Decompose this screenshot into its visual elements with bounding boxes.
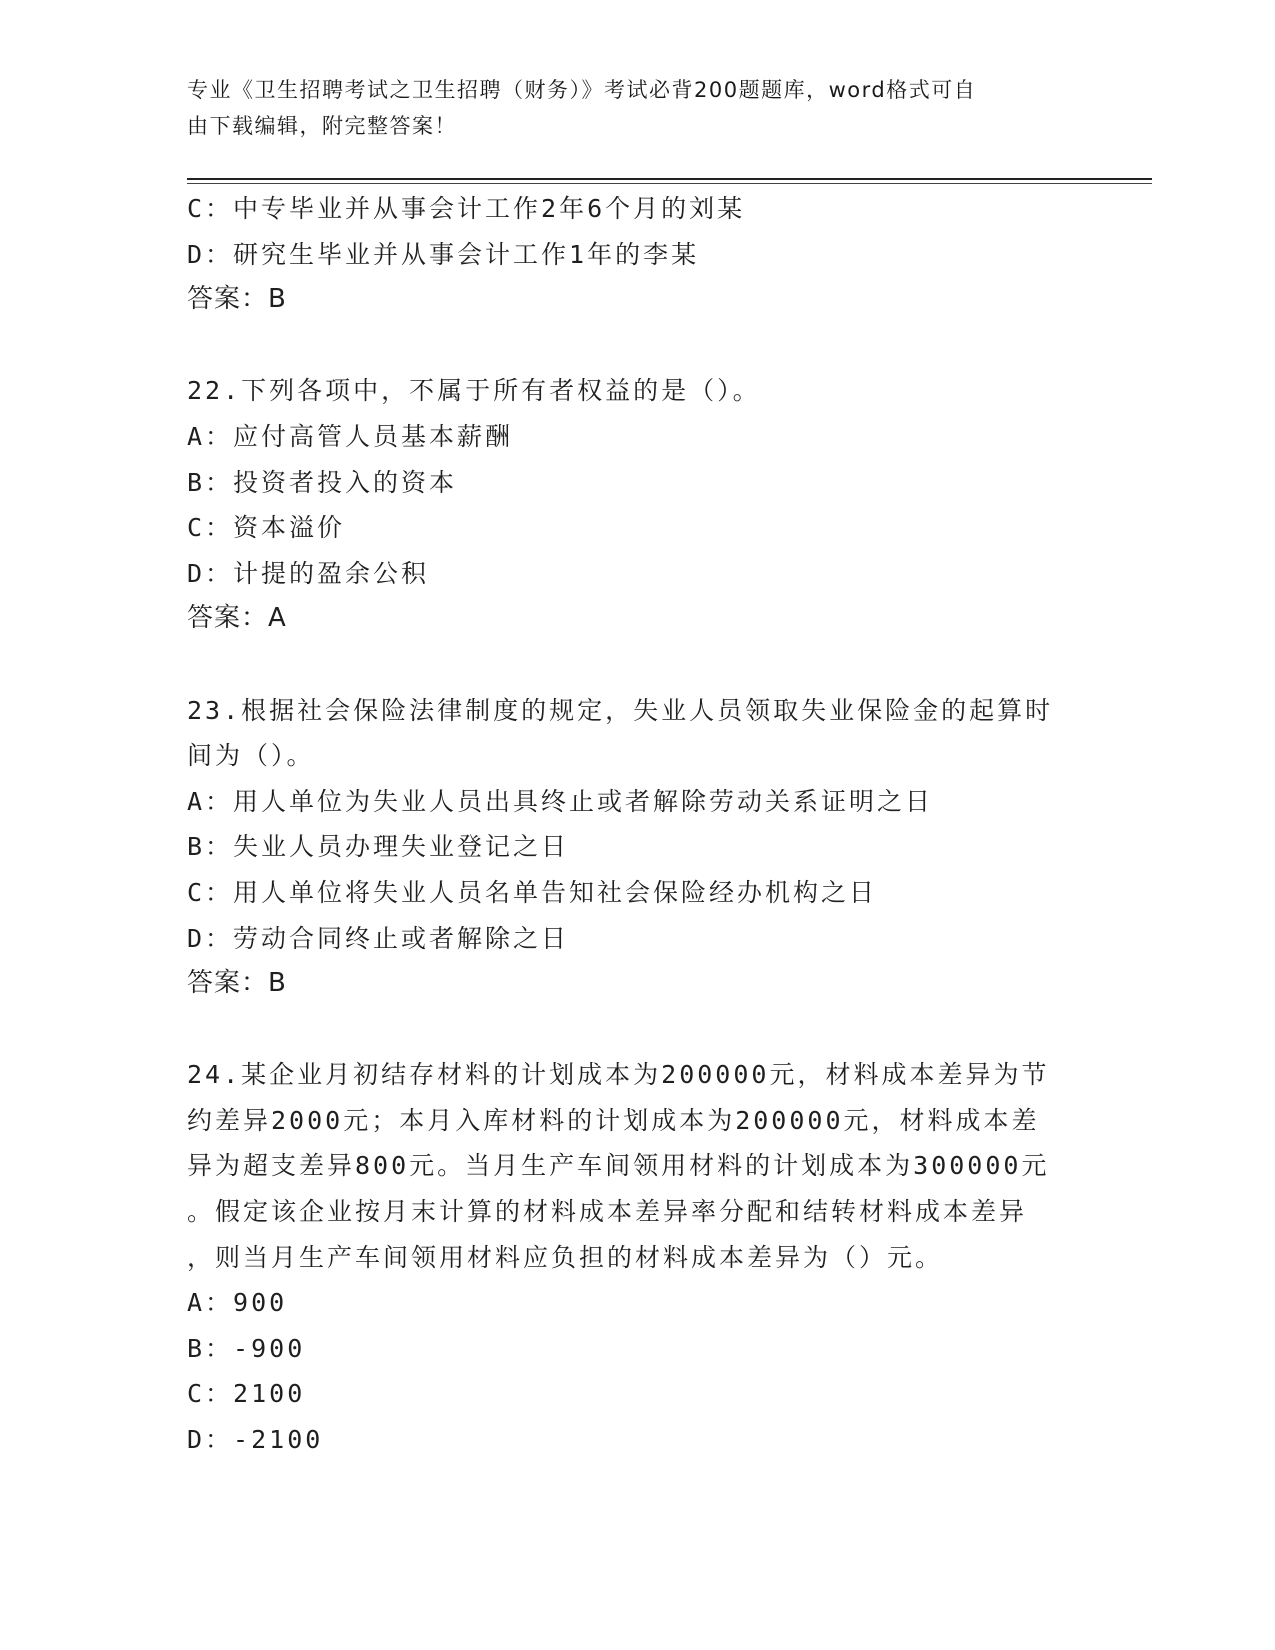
question-23-block xyxy=(187,688,1087,1007)
q24-question-line-5: ，则当月生产车间领用材料应负担的材料成本差异为（）元。 xyxy=(187,1242,944,1272)
q22-answer: 答案：A xyxy=(187,603,287,634)
header-divider-thick xyxy=(187,178,1152,180)
q21-option-d: D：研究生毕业并从事会计工作1年的李某 xyxy=(187,239,700,269)
question-21-block xyxy=(187,186,1087,323)
q23-answer: 答案：B xyxy=(187,968,287,999)
q22-question: 22.下列各项中，不属于所有者权益的是（）。 xyxy=(187,376,761,406)
q22-option-d: D：计提的盈余公积 xyxy=(187,558,430,588)
q21-answer: 答案：B xyxy=(187,284,287,315)
header-divider-thin xyxy=(187,183,1152,184)
q24-option-d: D：-2100 xyxy=(187,1425,324,1455)
q23-question-line-1: 23.根据社会保险法律制度的规定，失业人员领取失业保险金的起算时 xyxy=(187,695,1054,725)
q24-option-b: B：-900 xyxy=(187,1333,306,1363)
q23-question-line-2: 间为（）。 xyxy=(187,741,315,771)
q21-option-c: C：中专毕业并从事会计工作2年6个月的刘某 xyxy=(187,194,746,223)
q24-question-line-4: 。假定该企业按月末计算的材料成本差异率分配和结转材料成本差异 xyxy=(187,1197,1028,1227)
q23-option-c: C：用人单位将失业人员名单告知社会保险经办机构之日 xyxy=(187,877,878,907)
spacer xyxy=(187,1007,1087,1053)
question-24-block xyxy=(187,1052,1087,1462)
q23-option-a: A：用人单位为失业人员出具终止或者解除劳动关系证明之日 xyxy=(187,786,934,816)
q22-option-a: A：应付高管人员基本薪酬 xyxy=(187,421,514,451)
q24-option-c: C：2100 xyxy=(187,1379,306,1409)
spacer xyxy=(187,323,1087,369)
q24-question-line-2: 约差异2000元；本月入库材料的计划成本为200000元，材料成本差 xyxy=(187,1105,1040,1135)
question-22-block xyxy=(187,368,1087,642)
header-title-line-1: 专业《卫生招聘考试之卫生招聘（财务）》考试必背200题题库，word格式可自 xyxy=(187,78,977,102)
q22-option-c: C：资本溢价 xyxy=(187,513,346,543)
q22-option-b: B：投资者投入的资本 xyxy=(187,467,458,497)
q24-question-line-1: 24.某企业月初结存材料的计划成本为200000元，材料成本差异为节 xyxy=(187,1060,1050,1090)
q24-question-line-3: 异为超支差异800元。当月生产车间领用材料的计划成本为300000元 xyxy=(187,1151,1050,1181)
q23-option-d: D：劳动合同终止或者解除之日 xyxy=(187,923,570,953)
spacer xyxy=(187,642,1087,688)
q24-option-a: A：900 xyxy=(187,1288,288,1318)
header-title-line-2: 由下载编辑，附完整答案！ xyxy=(187,114,457,138)
document-header xyxy=(187,72,1067,144)
q23-option-b: B：失业人员办理失业登记之日 xyxy=(187,832,570,862)
question-list xyxy=(187,186,1087,1463)
